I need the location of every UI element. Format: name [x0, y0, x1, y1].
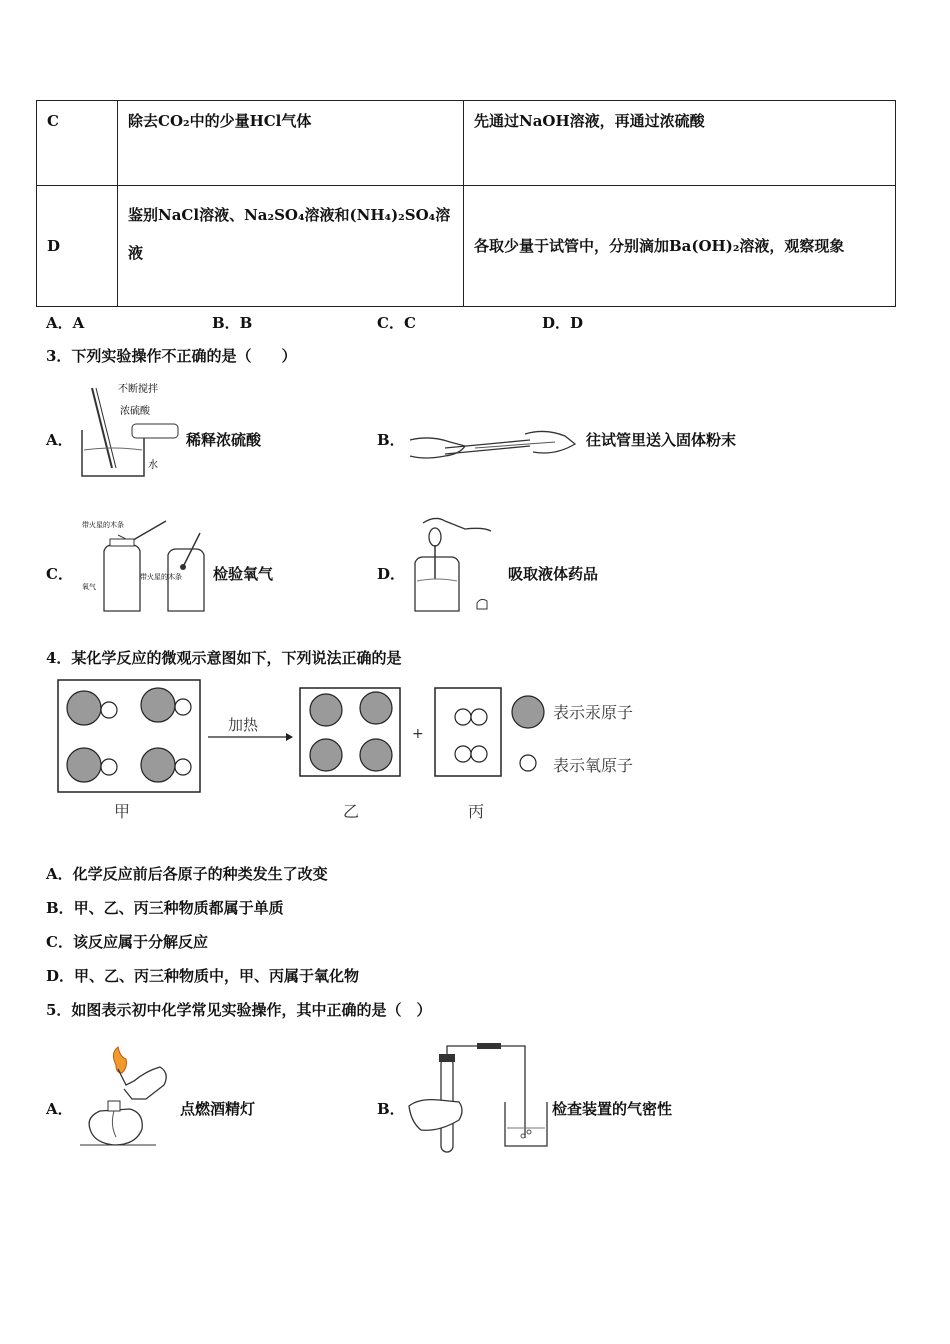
- row-label: D: [37, 186, 118, 307]
- question-3-stem: 3．下列实验操作不正确的是（ ）: [46, 347, 297, 365]
- fig-label: 水: [148, 460, 158, 471]
- option-letter: C．: [46, 565, 73, 583]
- reaction-micro-diagram: [50, 675, 670, 830]
- option-caption: 往试管里送入固体粉末: [586, 431, 737, 449]
- option-caption: 稀释浓硫酸: [186, 431, 262, 449]
- legend-mercury-text: 表示汞原子: [553, 703, 634, 722]
- box-label-bing: 丙: [468, 802, 485, 821]
- row-label: C: [37, 101, 118, 186]
- row-purpose: 除去CO₂中的少量HCl气体: [118, 101, 464, 186]
- option-caption: 点燃酒精灯: [180, 1100, 256, 1118]
- powder-tube-figure: [405, 420, 580, 475]
- box-label-yi: 乙: [343, 802, 360, 821]
- plus-sign: +: [412, 726, 424, 742]
- q4-option-c[interactable]: C．该反应属于分解反应: [46, 933, 208, 951]
- fig-label: 氧气: [82, 583, 96, 591]
- table-row: [37, 186, 896, 307]
- option-caption: 吸取液体药品: [508, 565, 599, 583]
- question-5-stem: 5．如图表示初中化学常见实验操作，其中正确的是（ ）: [46, 1001, 432, 1019]
- answer-choice-a[interactable]: A．A: [46, 314, 85, 332]
- question-4-stem: 4．某化学反应的微观示意图如下，下列说法正确的是: [46, 649, 402, 667]
- fig-label: 不断搅拌: [118, 384, 158, 395]
- row-method: 各取少量于试管中，分别滴加Ba(OH)₂溶液，观察现象: [464, 186, 896, 307]
- option-letter: B．: [377, 431, 405, 449]
- answer-choice-d[interactable]: D．D: [542, 314, 584, 332]
- answer-choice-c[interactable]: C．C: [377, 314, 416, 332]
- dropper-figure: [405, 515, 500, 615]
- mercury-atom: [310, 694, 342, 726]
- legend-oxygen-symbol: [520, 755, 536, 771]
- option-letter: A．: [46, 1100, 73, 1118]
- q2-answer-choices: [0, 312, 950, 332]
- answer-choice-b[interactable]: B．B: [212, 314, 253, 332]
- option-caption: 检查装置的气密性: [552, 1100, 673, 1118]
- oxygen-test-figure: [78, 515, 208, 615]
- mercury-atom: [360, 692, 392, 724]
- table-row: [37, 101, 896, 186]
- fig-label: 带火星的木条: [140, 573, 182, 581]
- q4-option-a[interactable]: A．化学反应前后各原子的种类发生了改变: [46, 865, 328, 883]
- airtightness-figure: [405, 1040, 555, 1155]
- legend-oxygen-text: 表示氧原子: [553, 756, 634, 775]
- option-letter: D．: [377, 565, 406, 583]
- mercury-atom: [310, 739, 342, 771]
- option-caption: 检验氧气: [213, 565, 274, 583]
- fig-label: 带火星的木条: [82, 521, 124, 529]
- alcohol-lamp-figure: [76, 1045, 176, 1155]
- fig-label: 浓硫酸: [120, 406, 150, 417]
- product-box-oxygen: [435, 688, 501, 776]
- row-method: 先通过NaOH溶液，再通过浓硫酸: [464, 101, 896, 186]
- dilute-acid-figure: [74, 380, 184, 480]
- legend-mercury-symbol: [512, 696, 544, 728]
- mercury-atom: [360, 739, 392, 771]
- arrow-label: 加热: [228, 716, 259, 734]
- q4-option-d[interactable]: D．甲、乙、丙三种物质中，甲、丙属于氧化物: [46, 967, 360, 985]
- options-table: [36, 100, 896, 307]
- box-label-jia: 甲: [114, 802, 131, 821]
- option-letter: B．: [377, 1100, 405, 1118]
- q4-option-b[interactable]: B．甲、乙、丙三种物质都属于单质: [46, 899, 284, 917]
- option-letter: A．: [46, 431, 73, 449]
- row-purpose: 鉴别NaCl溶液、Na₂SO₄溶液和(NH₄)₂SO₄溶液: [118, 186, 464, 307]
